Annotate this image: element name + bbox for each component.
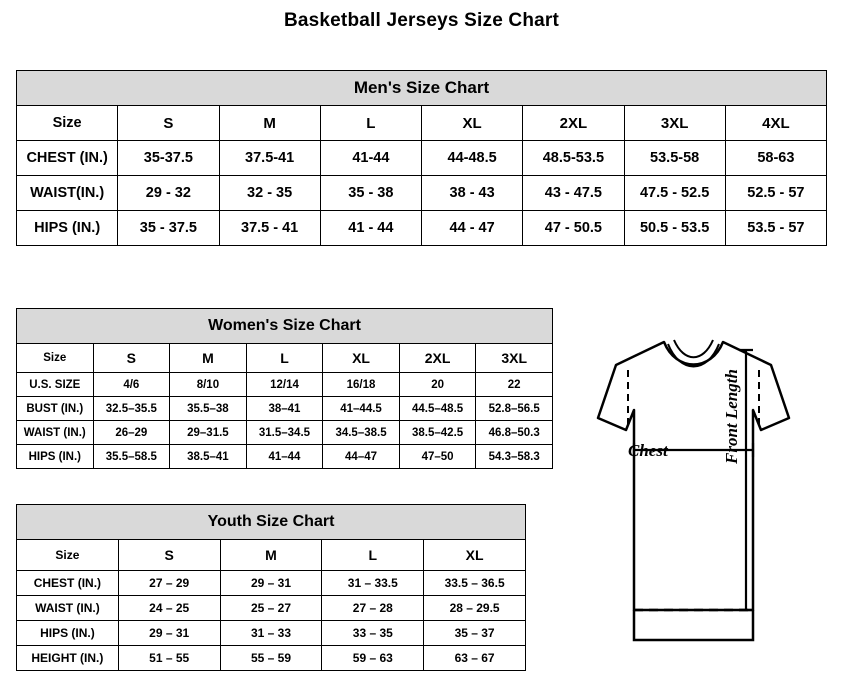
table-cell: 20 (399, 373, 476, 397)
table-cell: 41 - 44 (320, 211, 421, 246)
table-row (17, 646, 526, 671)
row-label: BUST (IN.) (17, 397, 94, 421)
table-cell: 48.5-53.5 (523, 141, 624, 176)
table-caption: Youth Size Chart (17, 505, 526, 540)
table-cell: 22 (476, 373, 553, 397)
table-caption-row (17, 505, 526, 540)
table-cell: 29 – 31 (118, 621, 220, 646)
row-label: CHEST (IN.) (17, 571, 119, 596)
table-cell: 16/18 (323, 373, 400, 397)
column-header: XL (323, 344, 400, 373)
table-cell: 33.5 – 36.5 (424, 571, 526, 596)
table-cell: 41–44 (246, 445, 323, 469)
page-title: Basketball Jerseys Size Chart (283, 10, 560, 31)
column-header: XL (422, 106, 523, 141)
table-cell: 52.8–56.5 (476, 397, 553, 421)
table-cell: 38.5–41 (170, 445, 247, 469)
column-header: L (246, 344, 323, 373)
womens-size-chart (16, 308, 553, 469)
column-header: XL (424, 540, 526, 571)
table-cell: 37.5-41 (219, 141, 320, 176)
column-header-size: Size (17, 106, 118, 141)
table-caption-row (17, 71, 827, 106)
table-cell: 51 – 55 (118, 646, 220, 671)
table-header-row (17, 540, 526, 571)
table-cell: 37.5 - 41 (219, 211, 320, 246)
youth-table-body (17, 505, 526, 671)
table-cell: 33 – 35 (322, 621, 424, 646)
column-header: S (118, 106, 219, 141)
table-row (17, 421, 553, 445)
table-cell: 28 – 29.5 (424, 596, 526, 621)
table-cell: 35 - 37.5 (118, 211, 219, 246)
table-cell: 35 - 38 (320, 176, 421, 211)
table-cell: 44 - 47 (422, 211, 523, 246)
table-cell: 29 - 32 (118, 176, 219, 211)
column-header: L (320, 106, 421, 141)
row-label: WAIST (IN.) (17, 421, 94, 445)
table-cell: 8/10 (170, 373, 247, 397)
table-cell: 29–31.5 (170, 421, 247, 445)
table-cell: 31 – 33 (220, 621, 322, 646)
table-row (17, 621, 526, 646)
table-cell: 44.5–48.5 (399, 397, 476, 421)
youth-size-chart (16, 504, 526, 671)
table-row (17, 445, 553, 469)
table-cell: 41–44.5 (323, 397, 400, 421)
table-cell: 53.5 - 57 (725, 211, 826, 246)
table-cell: 4/6 (93, 373, 170, 397)
table-cell: 32 - 35 (219, 176, 320, 211)
womens-size-table (16, 308, 553, 469)
table-cell: 54.3–58.3 (476, 445, 553, 469)
table-cell: 24 – 25 (118, 596, 220, 621)
table-cell: 27 – 28 (322, 596, 424, 621)
chest-measure-label: Chest (628, 441, 668, 460)
column-header: M (170, 344, 247, 373)
table-row (17, 571, 526, 596)
table-caption-row (17, 309, 553, 344)
column-header: S (93, 344, 170, 373)
row-label: HIPS (IN.) (17, 621, 119, 646)
mens-size-chart (16, 70, 827, 246)
table-cell: 34.5–38.5 (323, 421, 400, 445)
column-header: S (118, 540, 220, 571)
column-header: 4XL (725, 106, 826, 141)
row-label: WAIST(IN.) (17, 176, 118, 211)
table-cell: 35 – 37 (424, 621, 526, 646)
column-header: L (322, 540, 424, 571)
table-cell: 63 – 67 (424, 646, 526, 671)
table-row (17, 397, 553, 421)
youth-size-table (16, 504, 526, 671)
table-cell: 35.5–58.5 (93, 445, 170, 469)
table-cell: 44–47 (323, 445, 400, 469)
table-cell: 32.5–35.5 (93, 397, 170, 421)
row-label: U.S. SIZE (17, 373, 94, 397)
table-cell: 12/14 (246, 373, 323, 397)
table-row (17, 141, 827, 176)
table-cell: 52.5 - 57 (725, 176, 826, 211)
table-cell: 38.5–42.5 (399, 421, 476, 445)
column-header-size: Size (17, 344, 94, 373)
table-row (17, 211, 827, 246)
table-cell: 55 – 59 (220, 646, 322, 671)
table-cell: 58-63 (725, 141, 826, 176)
table-header-row (17, 344, 553, 373)
column-header: M (219, 106, 320, 141)
table-cell: 41-44 (320, 141, 421, 176)
column-header: M (220, 540, 322, 571)
table-cell: 43 - 47.5 (523, 176, 624, 211)
row-label: HIPS (IN.) (17, 445, 94, 469)
table-cell: 47 - 50.5 (523, 211, 624, 246)
table-cell: 26–29 (93, 421, 170, 445)
table-cell: 31.5–34.5 (246, 421, 323, 445)
mens-size-table (16, 70, 827, 246)
column-header: 3XL (624, 106, 725, 141)
table-row (17, 596, 526, 621)
womens-table-body (17, 309, 553, 469)
table-cell: 35.5–38 (170, 397, 247, 421)
table-caption: Men's Size Chart (17, 71, 827, 106)
table-cell: 38–41 (246, 397, 323, 421)
mens-table-body (17, 71, 827, 246)
table-cell: 31 – 33.5 (322, 571, 424, 596)
row-label: CHEST (IN.) (17, 141, 118, 176)
table-cell: 53.5-58 (624, 141, 725, 176)
table-header-row (17, 106, 827, 141)
column-header: 2XL (523, 106, 624, 141)
table-cell: 47.5 - 52.5 (624, 176, 725, 211)
column-header: 2XL (399, 344, 476, 373)
jersey-outline-icon (556, 310, 831, 680)
table-row (17, 176, 827, 211)
table-cell: 44-48.5 (422, 141, 523, 176)
table-cell: 29 – 31 (220, 571, 322, 596)
row-label: HEIGHT (IN.) (17, 646, 119, 671)
table-cell: 35-37.5 (118, 141, 219, 176)
column-header: 3XL (476, 344, 553, 373)
table-cell: 27 – 29 (118, 571, 220, 596)
table-cell: 50.5 - 53.5 (624, 211, 725, 246)
table-cell: 38 - 43 (422, 176, 523, 211)
jersey-measurement-diagram (556, 310, 831, 680)
table-cell: 25 – 27 (220, 596, 322, 621)
table-row (17, 373, 553, 397)
table-cell: 59 – 63 (322, 646, 424, 671)
row-label: WAIST (IN.) (17, 596, 119, 621)
front-length-measure-label: Front Length (722, 369, 741, 464)
table-caption: Women's Size Chart (17, 309, 553, 344)
row-label: HIPS (IN.) (17, 211, 118, 246)
column-header-size: Size (17, 540, 119, 571)
table-cell: 46.8–50.3 (476, 421, 553, 445)
table-cell: 47–50 (399, 445, 476, 469)
